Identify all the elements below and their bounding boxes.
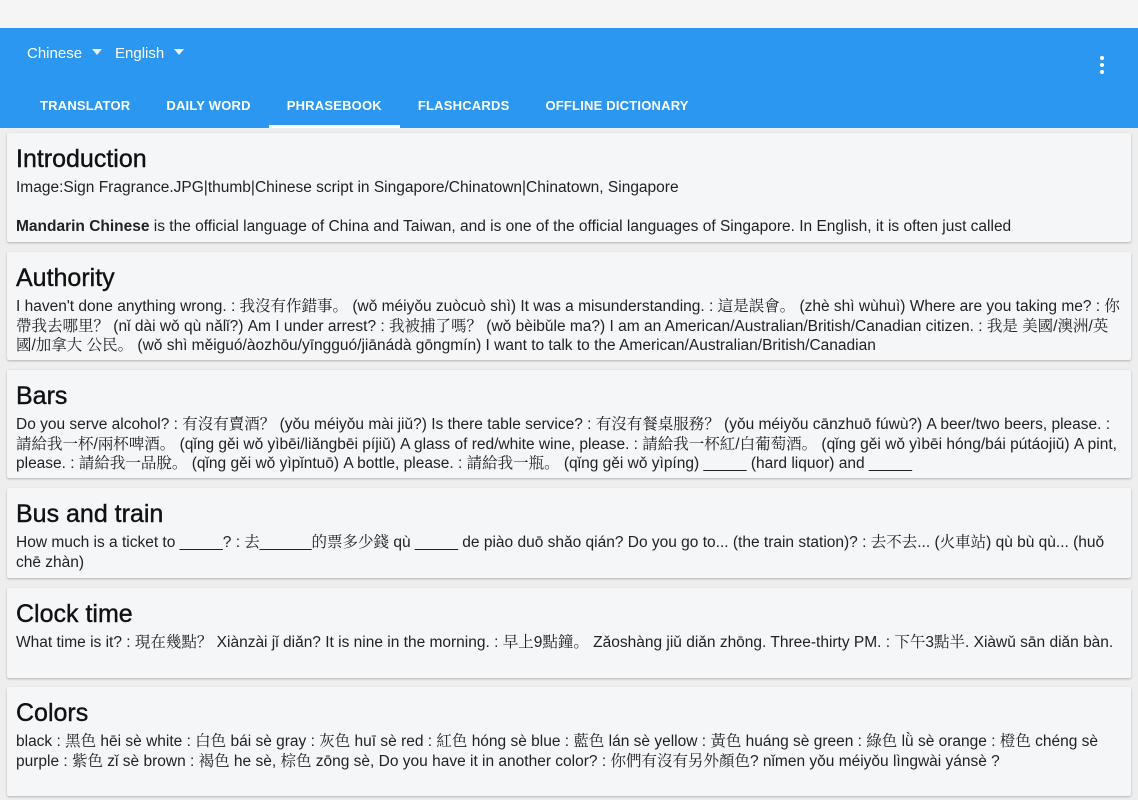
phrasebook-card-clock-time[interactable] xyxy=(7,588,1131,678)
phrasebook-card-colors[interactable] xyxy=(7,687,1131,796)
tab-flashcards[interactable]: FLASHCARDS xyxy=(417,98,510,113)
card-text-line xyxy=(16,217,1122,237)
tab-bar xyxy=(22,86,707,128)
card-body: How much is a ticket to _____? : 去______的票多少錢 qù _____ de piào duō shǎo qián? Do you go to... (the train station)? : 去不去... (火車站) qù bù qù... (huǒ chē zhàn) xyxy=(16,534,1105,571)
app-bar xyxy=(0,28,1138,128)
source-language-dropdown[interactable] xyxy=(27,45,102,62)
phrasebook-card-bus-and-train[interactable] xyxy=(7,488,1131,578)
phrasebook-card-introduction[interactable] xyxy=(7,133,1131,242)
tab-translator[interactable]: TRANSLATOR xyxy=(40,98,131,113)
tab-phrasebook[interactable]: PHRASEBOOK xyxy=(269,86,400,128)
source-language-label: Chinese xyxy=(27,45,83,62)
phrasebook-list[interactable] xyxy=(0,128,1138,800)
status-bar xyxy=(0,0,1138,28)
target-language-label: English xyxy=(115,45,165,62)
tab-daily-word[interactable]: DAILY WORD xyxy=(166,98,251,113)
card-body: black : 黑色 hēi sè white : 白色 bái sè gray : 灰色 huī sè red : 紅色 hóng sè blue : 藍色 lán sè yellow : 黃色 huáng sè green : 綠色 lǜ sè orange : 橙色 chéng sè purple : 紫色 zǐ sè brown : 褐色 he sè, 棕色 zōng sè, Do you have it in another color? : 你們有沒有另外顏色? nǐmen yǒu méiyǒu lìngwài yánsè ? xyxy=(16,733,1099,770)
bold-term: Mandarin Chinese xyxy=(16,218,150,235)
card-title: Authority xyxy=(16,264,115,292)
phrasebook-card-bars[interactable] xyxy=(7,370,1131,478)
more-vert-icon[interactable] xyxy=(1092,55,1112,75)
card-title: Bus and train xyxy=(16,500,164,528)
card-body: What time is it? : 現在幾點？ Xiànzài jǐ diǎn? It is nine in the morning. : 早上9點鐘。 Zǎoshàng jiǔ diǎn zhōng. Three-thirty PM. : 下午3點半. Xiàwǔ sān diǎn bàn. xyxy=(16,634,1114,651)
chevron-down-icon xyxy=(174,49,184,55)
card-text-line: Image:Sign Fragrance.JPG|thumb|Chinese script in Singapore/Chinatown|Chinatown, Singapore xyxy=(16,179,679,196)
chevron-down-icon xyxy=(92,49,102,55)
card-title: Bars xyxy=(16,382,68,410)
card-text: is the official language of China and Taiwan, and is one of the official languages of Singapore. In English, it is often just called xyxy=(149,218,1012,235)
tab-offline-dictionary[interactable]: OFFLINE DICTIONARY xyxy=(545,98,689,113)
card-body: Do you serve alcohol? : 有沒有賣酒？ (yǒu méiyǒu mài jiǔ?) Is there table service? : 有沒有餐桌服務？ (yǒu méiyǒu cānzhuō fúwù?) A beer/two beers, please. : 請給我一杯/兩杯啤酒。 (qǐng gěi wǒ yìbēi/liǎngbēi píjiǔ) A glass of red/white wine, please. : 請給我一杯紅/白葡萄酒。 (qǐng gěi wǒ yìbēi hóng/bái pútáojiǔ) A pint, please. : 請給我一品脫。 (qǐng gěi wǒ yìpǐntuō) A bottle, please. : 請給我一瓶。 (qǐng gěi wǒ yìpíng) _____ (hard liquor) and _____ xyxy=(16,416,1117,472)
target-language-dropdown[interactable] xyxy=(115,45,184,62)
card-title: Clock time xyxy=(16,600,133,628)
card-title: Colors xyxy=(16,699,89,727)
card-body: I haven't done anything wrong. : 我沒有作錯事。 (wǒ méiyǒu zuòcuò shì) It was a misunderstanding. : 這是誤會。 (zhè shì wùhuì) Where are you taking me? : 你帶我去哪里？ (nǐ dài wǒ qù nǎlǐ?) Am I under arrest? : 我被捕了嗎？ (wǒ bèibǔle ma?) I am an American/Australian/British/Canadian citizen. : 我是 美國/澳洲/英國/加拿大 公民。 (wǒ shì měiguó/àozhōu/yīngguó/jiānádà gōngmín) I want to talk to the American/Australian/British/Canadian xyxy=(16,298,1120,354)
card-title: Introduction xyxy=(16,145,147,173)
card-body xyxy=(16,178,1122,237)
phrasebook-card-authority[interactable] xyxy=(7,252,1131,360)
